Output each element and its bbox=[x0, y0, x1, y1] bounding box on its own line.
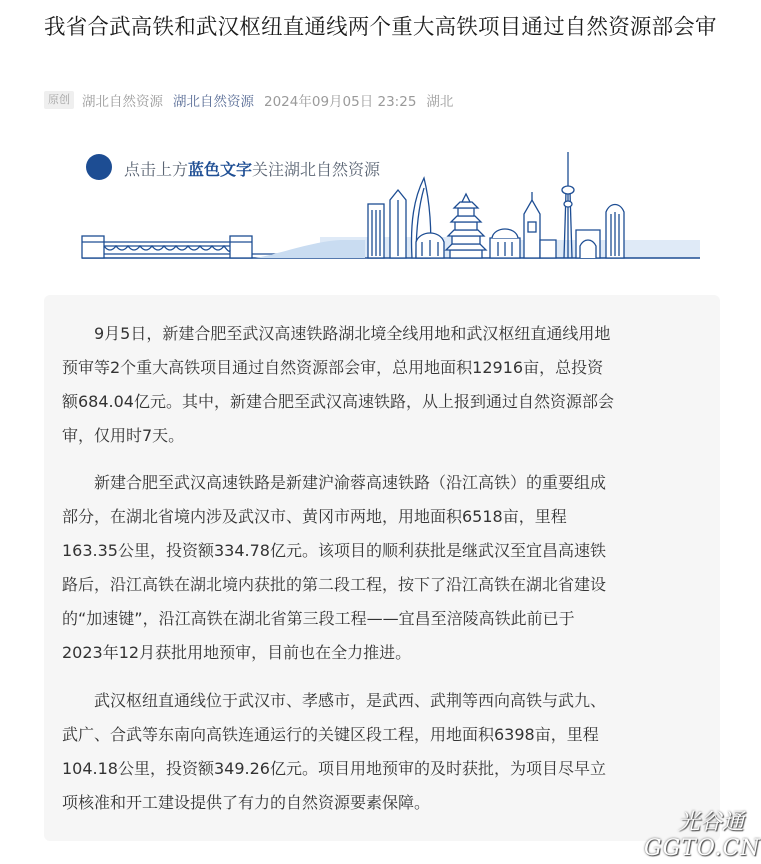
paragraph-line: 武广、合武等东南向高铁连通运行的关键区段工程，用地面积6398亩，里程 bbox=[62, 725, 599, 744]
paragraph-1 bbox=[62, 317, 700, 453]
watermark-line-2: GGTO.CN bbox=[644, 836, 761, 861]
paragraph-line: 部分，在湖北省境内涉及武汉市、黄冈市两地，用地面积6518亩，里程 bbox=[62, 507, 567, 526]
brand-logo-icon bbox=[86, 154, 112, 180]
publish-location: 湖北 bbox=[426, 94, 454, 110]
original-badge: 原创 bbox=[44, 91, 74, 109]
paragraph-line: 项核准和开工建设提供了有力的自然资源要素保障。 bbox=[62, 793, 431, 812]
paragraph-line: 新建合肥至武汉高速铁路是新建沪渝蓉高速铁路（沿江高铁）的重要组成 bbox=[94, 473, 607, 492]
follow-prefix: 点击上方 bbox=[124, 160, 189, 179]
paragraph-line: 审，仅用时7天。 bbox=[62, 426, 185, 445]
account-link[interactable]: 湖北自然资源 bbox=[173, 94, 254, 110]
paragraph-line: 104.18公里，投资额349.26亿元。项目用地预审的及时获批，为项目尽早立 bbox=[62, 759, 606, 778]
watermark-line-1: 光谷通 bbox=[677, 810, 744, 835]
paragraph-line: 额684.04亿元。其中，新建合肥至武汉高速铁路，从上报到通过自然资源部会 bbox=[62, 392, 614, 411]
publish-datetime: 2024年09月05日 23:25 bbox=[264, 94, 417, 110]
paragraph-line: 预审等2个重大高铁项目通过自然资源部会审，总用地面积12916亩，总投资 bbox=[62, 358, 604, 377]
paragraph-line: 的“加速键”，沿江高铁在湖北省第三段工程——宜昌至涪陵高铁此前已于 bbox=[62, 609, 575, 628]
follow-banner bbox=[80, 142, 704, 264]
paragraph-3 bbox=[62, 684, 700, 820]
paragraph-line: 163.35公里，投资额334.78亿元。该项目的顺利获批是继武汉至宜昌高速铁 bbox=[62, 541, 606, 560]
article-meta bbox=[44, 90, 453, 110]
site-watermark bbox=[644, 810, 761, 862]
paragraph-2 bbox=[62, 466, 700, 670]
paragraph-line: 2023年12月获批用地预审，目前也在全力推进。 bbox=[62, 643, 412, 662]
paragraph-line: 9月5日，新建合肥至武汉高速铁路湖北境全线用地和武汉枢纽直通线用地 bbox=[94, 324, 611, 343]
source-name: 湖北自然资源 bbox=[82, 94, 163, 110]
follow-suffix: 关注湖北自然资源 bbox=[252, 160, 381, 179]
paragraph-line: 武汉枢纽直通线位于武汉市、孝感市，是武西、武荆等西向高铁与武九、 bbox=[94, 691, 607, 710]
paragraph-line: 路后，沿江高铁在湖北境内获批的第二段工程，按下了沿江高铁在湖北省建设 bbox=[62, 575, 607, 594]
follow-prompt[interactable] bbox=[124, 157, 380, 180]
follow-highlight: 蓝色文字 bbox=[188, 160, 253, 179]
article-title: 我省合武高铁和武汉枢纽直通线两个重大高铁项目通过自然资源部会审 bbox=[44, 15, 717, 40]
